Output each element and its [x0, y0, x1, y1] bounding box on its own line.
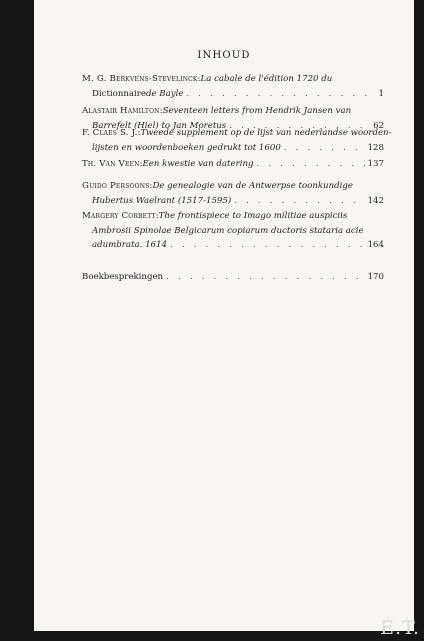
entry-page-number: 164 — [367, 240, 384, 250]
entry-separator: : — [159, 106, 163, 116]
entry-title: Een kwestie van datering — [142, 159, 254, 169]
entry-title: Seventeen letters from Hendrik Jansen van — [162, 106, 352, 116]
toc-entry — [82, 179, 384, 208]
entry-title-roman: Dictionnaire — [92, 88, 146, 99]
dot-leader — [170, 238, 365, 253]
entry-title: adumbrata. 1614 — [92, 240, 167, 250]
entry-separator: : — [139, 159, 143, 169]
entry-page-number: 62 — [373, 120, 384, 131]
entry-title: lijsten en woordenboeken gedrukt tot 1600 — [92, 142, 281, 153]
entry-title: Ambrosii Spinolae Belgicarum copiarum ductoris stataria acie — [92, 225, 364, 236]
dot-leader — [257, 157, 365, 172]
entry-page-number: 137 — [367, 159, 384, 169]
toc-entry — [82, 126, 392, 155]
entry-title: The frontispiece to Imago militiae auspiciis — [158, 211, 348, 221]
entry-label: Boekbesprekingen — [82, 272, 164, 282]
dot-leader — [166, 270, 365, 285]
toc-entry — [82, 157, 384, 172]
entry-title: De genealogie van de Antwerpse toonkundige — [152, 181, 353, 191]
entry-page-number: 1 — [378, 88, 384, 99]
entry-title: Tweede supplement op de lijst van nederlandse woorden- — [140, 128, 392, 138]
entry-separator: : — [149, 181, 153, 191]
dot-leader — [234, 194, 364, 209]
entry-author: Guido Persoons — [82, 181, 150, 191]
entry-title: Barrefelt (Hiel) to Jan Moretus — [92, 120, 227, 131]
dot-leader — [186, 87, 367, 102]
toc-entry — [82, 209, 384, 253]
entry-page-number: 128 — [367, 142, 384, 153]
entry-title: La cabale de l'édition 1720 du — [200, 74, 333, 84]
toc-entry — [82, 72, 384, 101]
entry-author: Th. Van Veen — [82, 159, 140, 169]
entry-author: F. Claes S. J. — [82, 128, 138, 138]
entry-title: Hubertus Waelrant (1517-1595) — [92, 195, 232, 206]
toc-entry — [82, 270, 384, 285]
entry-separator: : — [137, 128, 141, 138]
watermark-logo: E.T. — [380, 617, 420, 639]
entry-separator: : — [197, 74, 201, 84]
entry-page-number: 142 — [367, 195, 384, 206]
entry-title: de Bayle — [145, 88, 184, 99]
document-page — [34, 0, 414, 631]
page-title: INHOUD — [197, 50, 251, 61]
entry-author: Margery Corbett — [82, 211, 156, 221]
entry-author: M. G. Berkvens-Stevelinck — [82, 74, 198, 84]
dot-leader — [284, 141, 365, 156]
entry-separator: : — [155, 211, 159, 221]
entry-page-number: 170 — [367, 272, 384, 282]
entry-author: Alastair Hamilton — [82, 106, 160, 116]
